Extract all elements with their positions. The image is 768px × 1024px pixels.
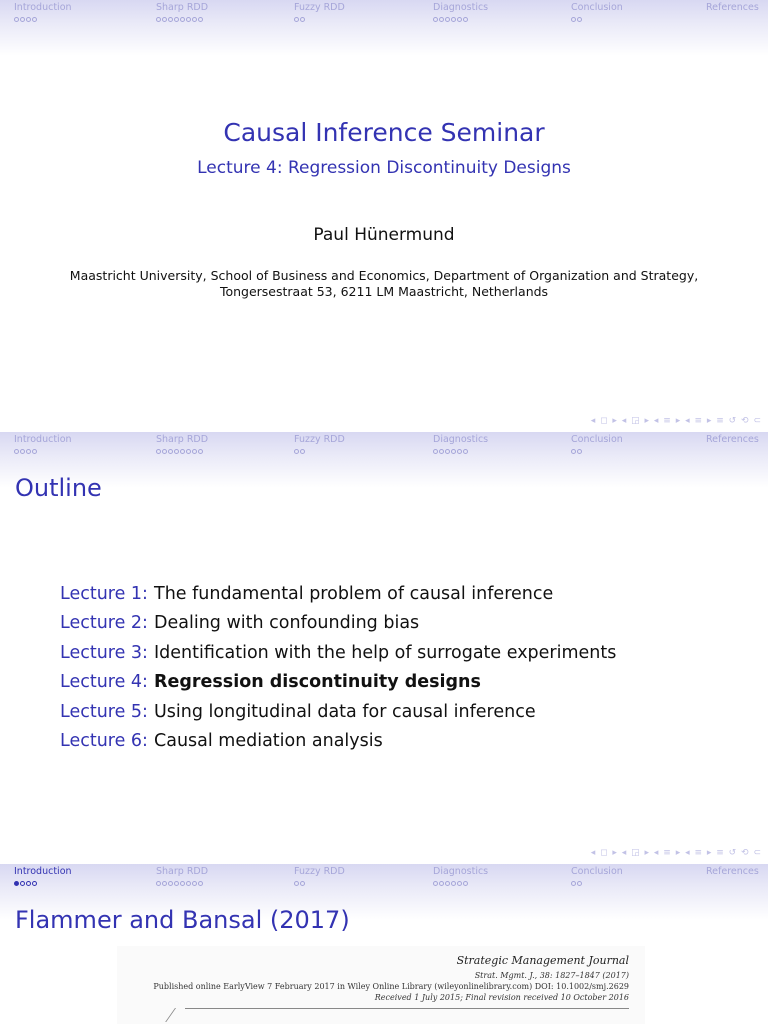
nav-section-conclusion[interactable] bbox=[571, 434, 623, 456]
nav-section-dots bbox=[156, 446, 208, 456]
frame-dot-icon[interactable] bbox=[571, 881, 576, 886]
nav-section-dots bbox=[571, 14, 623, 24]
nav-section-fuzzy-rdd[interactable] bbox=[294, 2, 345, 24]
lecture-topic: Identification with the help of surrogate experiments bbox=[154, 642, 617, 663]
section-navbar bbox=[0, 432, 768, 488]
frame-dot-icon[interactable] bbox=[20, 17, 25, 22]
frame-dot-icon[interactable] bbox=[439, 881, 444, 886]
nav-section-label[interactable]: Conclusion bbox=[571, 434, 623, 445]
lecture-item bbox=[60, 609, 616, 638]
frame-dot-icon[interactable] bbox=[156, 17, 161, 22]
lecture-topic: Using longitudinal data for causal inference bbox=[154, 701, 536, 722]
lecture-label: Lecture 6: bbox=[60, 731, 148, 752]
nav-section-label[interactable]: Fuzzy RDD bbox=[294, 434, 345, 445]
lecture-label: Lecture 4: bbox=[60, 672, 148, 693]
nav-section-introduction[interactable] bbox=[14, 866, 72, 888]
nav-section-label[interactable]: Introduction bbox=[14, 2, 72, 13]
nav-section-fuzzy-rdd[interactable] bbox=[294, 434, 345, 456]
lecture-item bbox=[60, 727, 616, 756]
nav-section-dots bbox=[706, 14, 759, 24]
frame-dot-icon[interactable] bbox=[294, 881, 299, 886]
frame-dot-icon[interactable] bbox=[300, 449, 305, 454]
nav-section-dots bbox=[433, 878, 488, 888]
nav-section-dots bbox=[14, 446, 72, 456]
nav-section-label[interactable]: Sharp RDD bbox=[156, 434, 209, 445]
nav-section-label[interactable]: Introduction bbox=[14, 434, 72, 445]
nav-section-dots bbox=[156, 878, 208, 888]
nav-section-dots bbox=[571, 446, 623, 456]
frame-dot-icon[interactable] bbox=[463, 17, 468, 22]
frame-dot-icon[interactable] bbox=[162, 881, 167, 886]
beamer-navigation-symbols[interactable]: ◂ ◻ ▸ ◂ ◲ ▸ ◂ ≡ ▸ ◂ ≡ ▸ ≡ ↺ ⟲ ⊂ bbox=[590, 416, 762, 426]
nav-section-sharp-rdd[interactable] bbox=[156, 434, 208, 456]
paper-published: Published online EarlyView 7 February 2017 in Wiley Online Library (wileyonlinelibrary.com) DOI: 10.1002/smj.2629 bbox=[153, 982, 629, 991]
nav-section-dots bbox=[706, 878, 759, 888]
outline-slide bbox=[0, 432, 768, 864]
nav-section-label[interactable]: Conclusion bbox=[571, 866, 623, 877]
frame-dot-icon[interactable] bbox=[433, 17, 438, 22]
paper-rule-tick bbox=[165, 1008, 186, 1022]
frame-dot-icon[interactable] bbox=[14, 449, 19, 454]
section-navbar bbox=[0, 0, 768, 56]
frame-dot-icon[interactable] bbox=[192, 449, 197, 454]
nav-section-diagnostics[interactable] bbox=[433, 434, 488, 456]
frame-dot-icon[interactable] bbox=[451, 881, 456, 886]
paper-header-image bbox=[117, 946, 645, 1024]
lecture-item bbox=[60, 698, 616, 727]
frame-dot-icon[interactable] bbox=[198, 449, 203, 454]
frame-dot-icon[interactable] bbox=[174, 17, 179, 22]
nav-section-introduction[interactable] bbox=[14, 2, 72, 24]
nav-section-diagnostics[interactable] bbox=[433, 2, 488, 24]
frame-dot-icon[interactable] bbox=[571, 17, 576, 22]
frame-dot-icon[interactable] bbox=[439, 17, 444, 22]
nav-section-label[interactable]: References bbox=[706, 2, 759, 13]
author-name: Paul Hünermund bbox=[313, 225, 455, 245]
nav-section-references[interactable] bbox=[706, 2, 759, 24]
nav-section-label[interactable]: Introduction bbox=[14, 866, 72, 877]
lecture-list bbox=[60, 580, 616, 756]
frame-dot-icon[interactable] bbox=[26, 449, 31, 454]
nav-section-label[interactable]: Fuzzy RDD bbox=[294, 866, 345, 877]
frame-dot-icon[interactable] bbox=[577, 17, 582, 22]
frame-dot-icon[interactable] bbox=[192, 17, 197, 22]
frame-dot-icon[interactable] bbox=[577, 449, 582, 454]
frame-dot-icon[interactable] bbox=[198, 881, 203, 886]
nav-section-conclusion[interactable] bbox=[571, 866, 623, 888]
frame-dot-icon[interactable] bbox=[186, 17, 191, 22]
introduction-slide bbox=[0, 864, 768, 1024]
frame-dot-icon[interactable] bbox=[168, 449, 173, 454]
frame-dot-icon[interactable] bbox=[32, 449, 37, 454]
frame-title: Flammer and Bansal (2017) bbox=[15, 906, 350, 934]
nav-section-fuzzy-rdd[interactable] bbox=[294, 866, 345, 888]
nav-section-label[interactable]: References bbox=[706, 866, 759, 877]
frame-dot-icon[interactable] bbox=[433, 449, 438, 454]
lecture-label: Lecture 5: bbox=[60, 701, 148, 722]
nav-section-dots bbox=[433, 14, 488, 24]
nav-section-dots bbox=[156, 14, 208, 24]
lecture-label: Lecture 3: bbox=[60, 642, 148, 663]
presentation-title: Causal Inference Seminar bbox=[223, 118, 545, 147]
title-slide bbox=[0, 0, 768, 432]
lecture-item bbox=[60, 639, 616, 668]
frame-dot-icon[interactable] bbox=[192, 881, 197, 886]
nav-section-references[interactable] bbox=[706, 866, 759, 888]
frame-dot-icon[interactable] bbox=[294, 449, 299, 454]
nav-section-sharp-rdd[interactable] bbox=[156, 2, 208, 24]
frame-title: Outline bbox=[15, 474, 102, 502]
nav-section-conclusion[interactable] bbox=[571, 2, 623, 24]
frame-dot-icon[interactable] bbox=[457, 881, 462, 886]
nav-section-dots bbox=[294, 446, 345, 456]
frame-dot-icon[interactable] bbox=[26, 881, 31, 886]
frame-dot-icon[interactable] bbox=[180, 17, 185, 22]
lecture-topic: Regression discontinuity designs bbox=[154, 672, 481, 693]
frame-dot-icon[interactable] bbox=[457, 449, 462, 454]
frame-dot-icon[interactable] bbox=[174, 881, 179, 886]
nav-section-label[interactable]: Diagnostics bbox=[433, 866, 489, 877]
frame-dot-icon[interactable] bbox=[445, 449, 450, 454]
frame-dot-icon[interactable] bbox=[14, 17, 19, 22]
frame-dot-icon[interactable] bbox=[300, 881, 305, 886]
frame-dot-icon[interactable] bbox=[174, 449, 179, 454]
affiliation-line-2: Tongersestraat 53, 6211 LM Maastricht, Netherlands bbox=[219, 284, 549, 299]
beamer-navigation-symbols[interactable]: ◂ ◻ ▸ ◂ ◲ ▸ ◂ ≡ ▸ ◂ ≡ ▸ ≡ ↺ ⟲ ⊂ bbox=[590, 848, 762, 858]
nav-section-dots bbox=[433, 446, 488, 456]
nav-section-label[interactable]: Diagnostics bbox=[433, 434, 489, 445]
frame-dot-icon[interactable] bbox=[168, 17, 173, 22]
frame-dot-icon[interactable] bbox=[445, 17, 450, 22]
affiliation-line-1: Maastricht University, School of Business and Economics, Department of Organization and Strategy, bbox=[69, 268, 699, 283]
frame-dot-icon[interactable] bbox=[186, 449, 191, 454]
frame-dot-icon[interactable] bbox=[162, 449, 167, 454]
frame-dot-icon[interactable] bbox=[156, 881, 161, 886]
nav-section-dots bbox=[294, 14, 345, 24]
lecture-label: Lecture 2: bbox=[60, 613, 148, 634]
nav-section-dots bbox=[571, 878, 623, 888]
frame-dot-icon[interactable] bbox=[20, 449, 25, 454]
lecture-topic: Causal mediation analysis bbox=[154, 731, 383, 752]
nav-section-introduction[interactable] bbox=[14, 434, 72, 456]
journal-name: Strategic Management Journal bbox=[456, 954, 629, 967]
frame-dot-icon[interactable] bbox=[14, 881, 19, 886]
frame-dot-icon[interactable] bbox=[156, 449, 161, 454]
frame-dot-icon[interactable] bbox=[180, 449, 185, 454]
frame-dot-icon[interactable] bbox=[457, 17, 462, 22]
lecture-label: Lecture 1: bbox=[60, 584, 148, 604]
nav-section-sharp-rdd[interactable] bbox=[156, 866, 208, 888]
presentation-subtitle: Lecture 4: Regression Discontinuity Designs bbox=[197, 158, 571, 178]
frame-dot-icon[interactable] bbox=[571, 449, 576, 454]
frame-dot-icon[interactable] bbox=[32, 881, 37, 886]
nav-section-dots bbox=[706, 446, 759, 456]
frame-dot-icon[interactable] bbox=[294, 17, 299, 22]
frame-dot-icon[interactable] bbox=[463, 881, 468, 886]
frame-dot-icon[interactable] bbox=[180, 881, 185, 886]
nav-section-label[interactable]: Fuzzy RDD bbox=[294, 2, 345, 13]
frame-dot-icon[interactable] bbox=[445, 881, 450, 886]
frame-dot-icon[interactable] bbox=[32, 17, 37, 22]
paper-citation: Strat. Mgmt. J., 38: 1827–1847 (2017) bbox=[474, 971, 629, 980]
nav-section-label[interactable]: Conclusion bbox=[571, 2, 623, 13]
frame-dot-icon[interactable] bbox=[451, 449, 456, 454]
nav-section-references[interactable] bbox=[706, 434, 759, 456]
frame-dot-icon[interactable] bbox=[300, 17, 305, 22]
lecture-item-current bbox=[60, 668, 616, 697]
nav-section-label[interactable]: Diagnostics bbox=[433, 2, 489, 13]
frame-dot-icon[interactable] bbox=[439, 449, 444, 454]
nav-section-dots bbox=[294, 878, 345, 888]
lecture-topic: The fundamental problem of causal inference bbox=[154, 584, 554, 604]
frame-dot-icon[interactable] bbox=[20, 881, 25, 886]
nav-section-label[interactable]: Sharp RDD bbox=[156, 2, 209, 13]
frame-dot-icon[interactable] bbox=[433, 881, 438, 886]
nav-section-dots bbox=[14, 878, 72, 888]
paper-received: Received 1 July 2015; Final revision received 10 October 2016 bbox=[374, 993, 629, 1002]
frame-dot-icon[interactable] bbox=[577, 881, 582, 886]
frame-dot-icon[interactable] bbox=[451, 17, 456, 22]
nav-section-label[interactable]: Sharp RDD bbox=[156, 866, 209, 877]
frame-dot-icon[interactable] bbox=[168, 881, 173, 886]
frame-dot-icon[interactable] bbox=[463, 449, 468, 454]
nav-section-diagnostics[interactable] bbox=[433, 866, 488, 888]
paper-rule bbox=[185, 1008, 629, 1009]
frame-dot-icon[interactable] bbox=[198, 17, 203, 22]
affiliation bbox=[0, 268, 768, 300]
lecture-item bbox=[60, 580, 616, 609]
frame-dot-icon[interactable] bbox=[162, 17, 167, 22]
frame-dot-icon[interactable] bbox=[26, 17, 31, 22]
nav-section-dots bbox=[14, 14, 72, 24]
frame-dot-icon[interactable] bbox=[186, 881, 191, 886]
lecture-topic: Dealing with confounding bias bbox=[154, 613, 420, 634]
nav-section-label[interactable]: References bbox=[706, 434, 759, 445]
